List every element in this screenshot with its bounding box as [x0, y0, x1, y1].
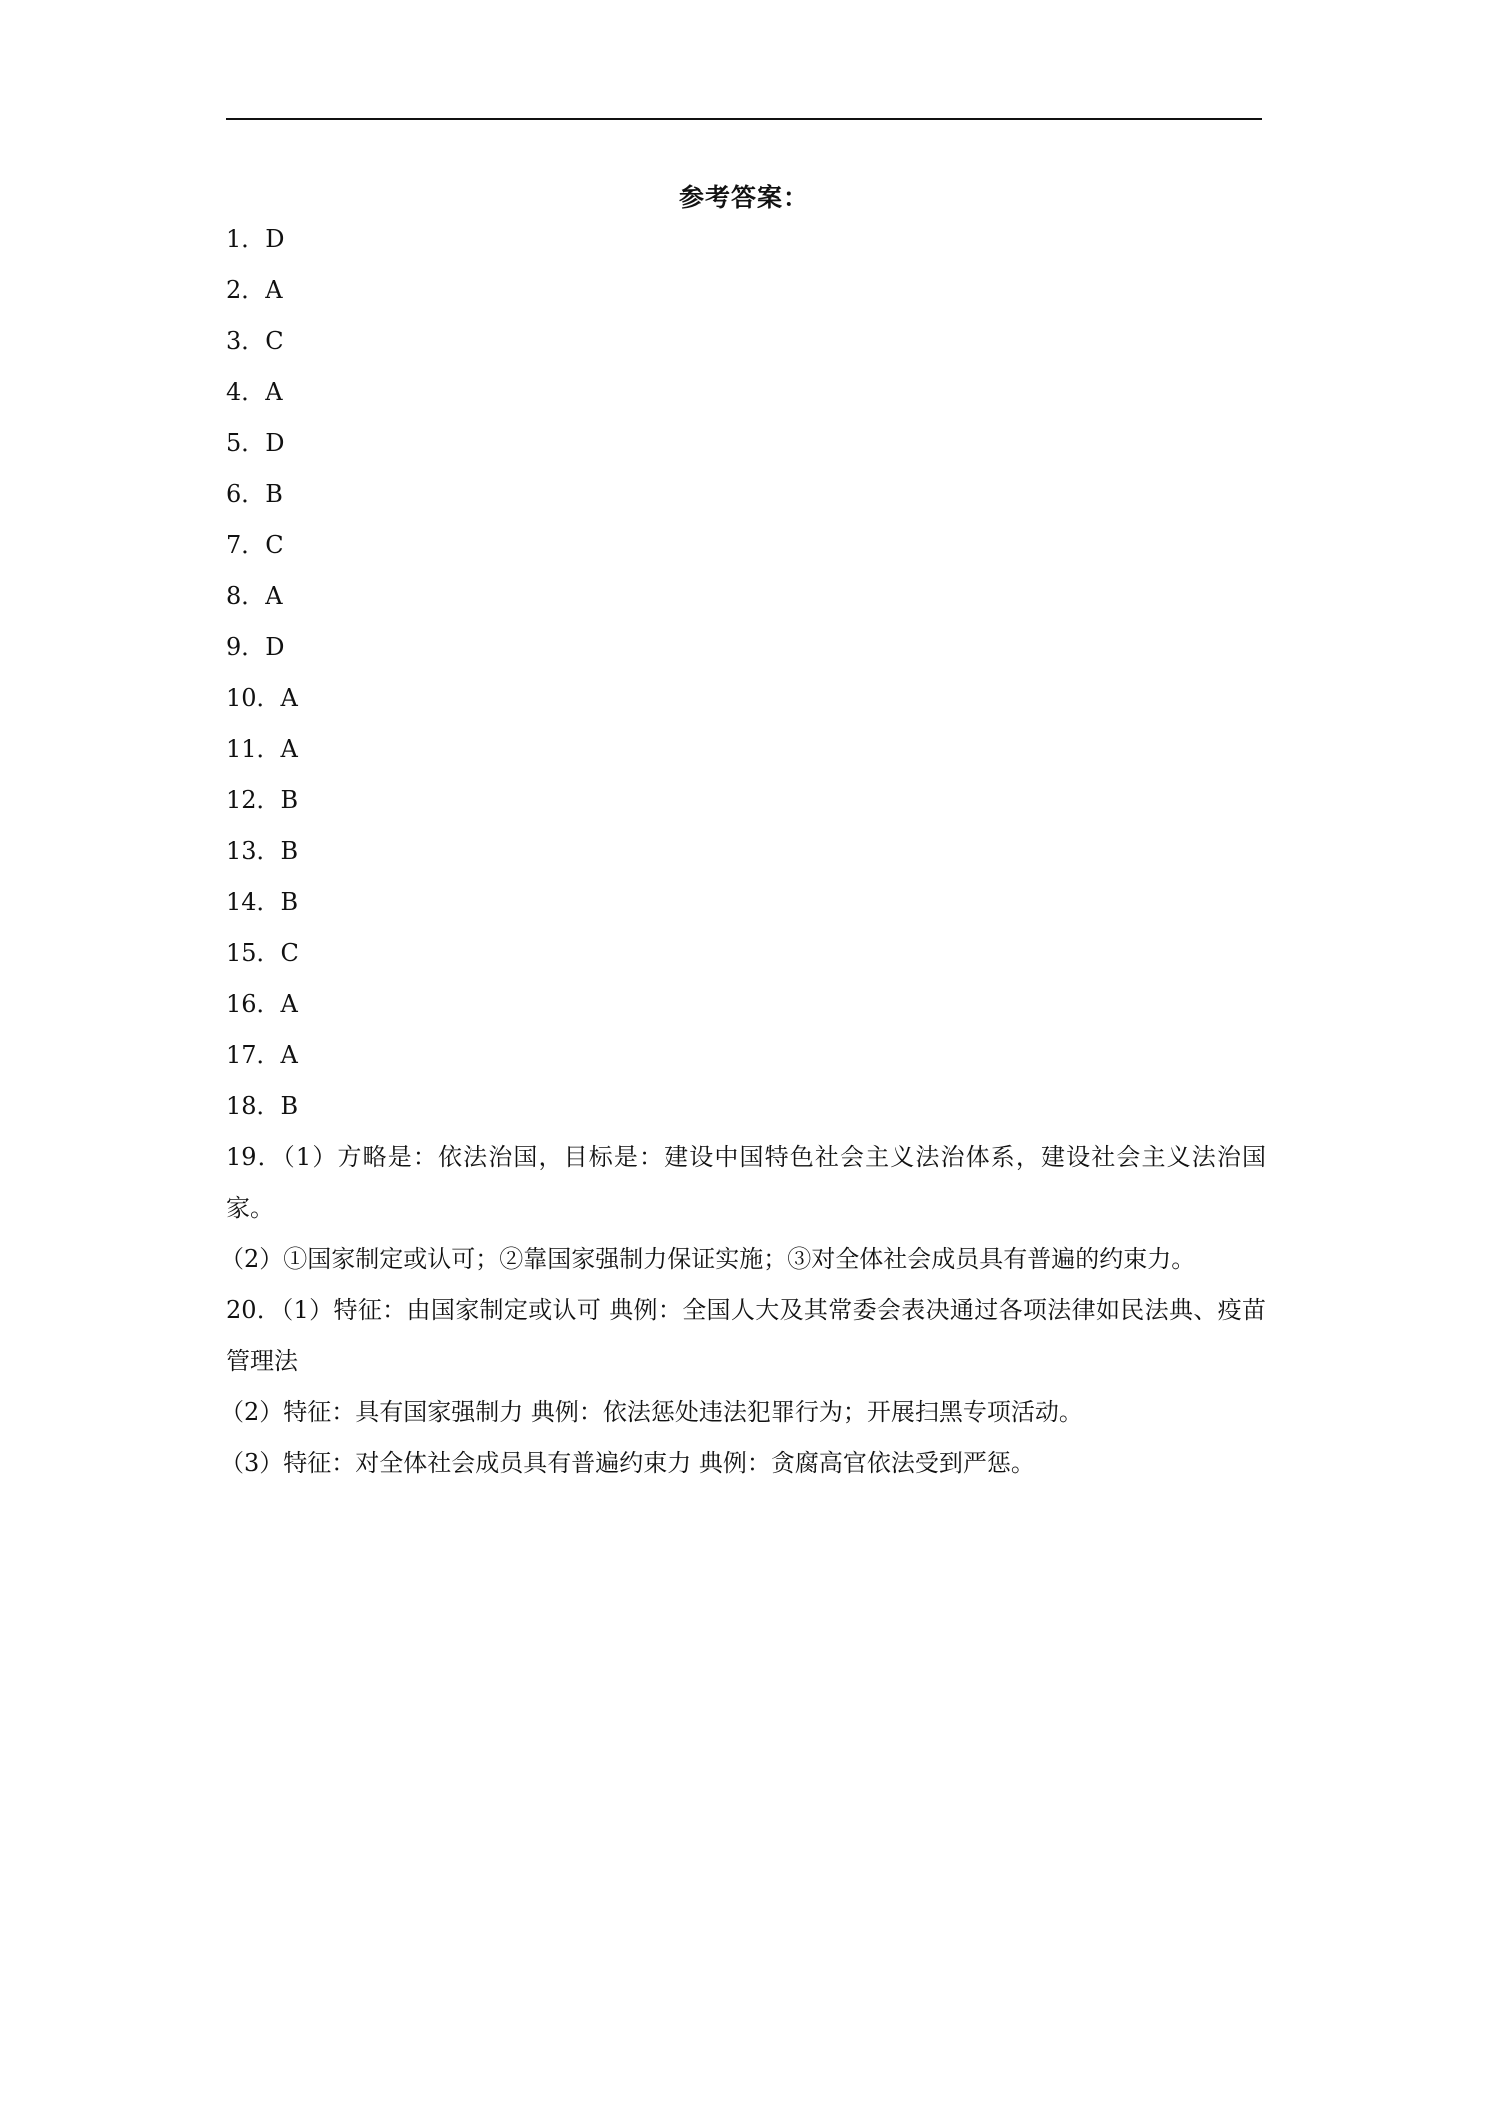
answer-item [226, 622, 1266, 673]
answer-letter: C [265, 327, 284, 355]
answer-letter: A [265, 276, 283, 304]
essay-answers [220, 1132, 1266, 1489]
answer-item [226, 928, 1266, 979]
answer-item [226, 520, 1266, 571]
answer-letter: D [265, 429, 285, 457]
answer-number: 18． [226, 1092, 281, 1120]
answer-item [226, 673, 1266, 724]
q20-part2: （2）特征：具有国家强制力 典例：依法惩处违法犯罪行为；开展扫黑专项活动。 [220, 1398, 1083, 1426]
header-rule [226, 118, 1262, 120]
answer-letter: A [265, 378, 283, 406]
answer-letter: D [265, 225, 285, 253]
answer-number: 14． [226, 888, 281, 916]
answer-letter: D [265, 633, 285, 661]
answer-number: 4． [226, 378, 266, 406]
answer-item [226, 979, 1266, 1030]
answer-letter: B [280, 888, 299, 916]
answer-item [226, 469, 1266, 520]
answer-letter: A [280, 735, 298, 763]
answer-item [226, 1030, 1266, 1081]
page-title: 参考答案： [678, 183, 809, 212]
answer-number: 11． [226, 735, 281, 763]
answer-item [226, 775, 1266, 826]
answer-letter: C [280, 939, 299, 967]
answer-item [226, 571, 1266, 622]
answer-number: 8． [226, 582, 266, 610]
q19-part2: （2）①国家制定或认可；②靠国家强制力保证实施；③对全体社会成员具有普遍的约束力。 [220, 1245, 1196, 1273]
q20-part1: 20．（1）特征：由国家制定或认可 典例：全国人大及其常委会表决通过各项法律如民法典、疫苗管理法 [226, 1296, 1266, 1375]
q20-part3: （3）特征：对全体社会成员具有普遍约束力 典例：贪腐高官依法受到严惩。 [220, 1449, 1035, 1477]
answer-letter: B [280, 786, 299, 814]
answer-number: 17． [226, 1041, 281, 1069]
answer-number: 10． [226, 684, 281, 712]
answer-number: 13． [226, 837, 281, 865]
answer-number: 1． [226, 225, 266, 253]
answer-letter: B [265, 480, 283, 508]
answer-number: 7． [226, 531, 266, 559]
answer-number: 15． [226, 939, 281, 967]
answer-letter: A [280, 1041, 298, 1069]
answer-item [226, 826, 1266, 877]
answer-item [226, 877, 1266, 928]
answer-number: 12． [226, 786, 281, 814]
answer-item [226, 265, 1266, 316]
answer-letter: A [280, 990, 298, 1018]
answer-list [226, 214, 1266, 1132]
answer-letter: B [280, 837, 299, 865]
answer-letter: A [265, 582, 283, 610]
answer-letter: B [280, 1092, 299, 1120]
answer-item [226, 316, 1266, 367]
answer-number: 6． [226, 480, 266, 508]
answer-number: 3． [226, 327, 266, 355]
answer-item [226, 724, 1266, 775]
answer-item [226, 367, 1266, 418]
q19-part1: 19．（1）方略是：依法治国，目标是：建设中国特色社会主义法治体系，建设社会主义法治国家。 [226, 1143, 1266, 1222]
answer-item [226, 214, 1266, 265]
answer-item [226, 1081, 1266, 1132]
answer-number: 2． [226, 276, 266, 304]
answer-letter: A [280, 684, 298, 712]
answer-letter: C [265, 531, 284, 559]
answer-number: 9． [226, 633, 266, 661]
answer-number: 16． [226, 990, 281, 1018]
answer-number: 5． [226, 429, 266, 457]
answer-item [226, 418, 1266, 469]
